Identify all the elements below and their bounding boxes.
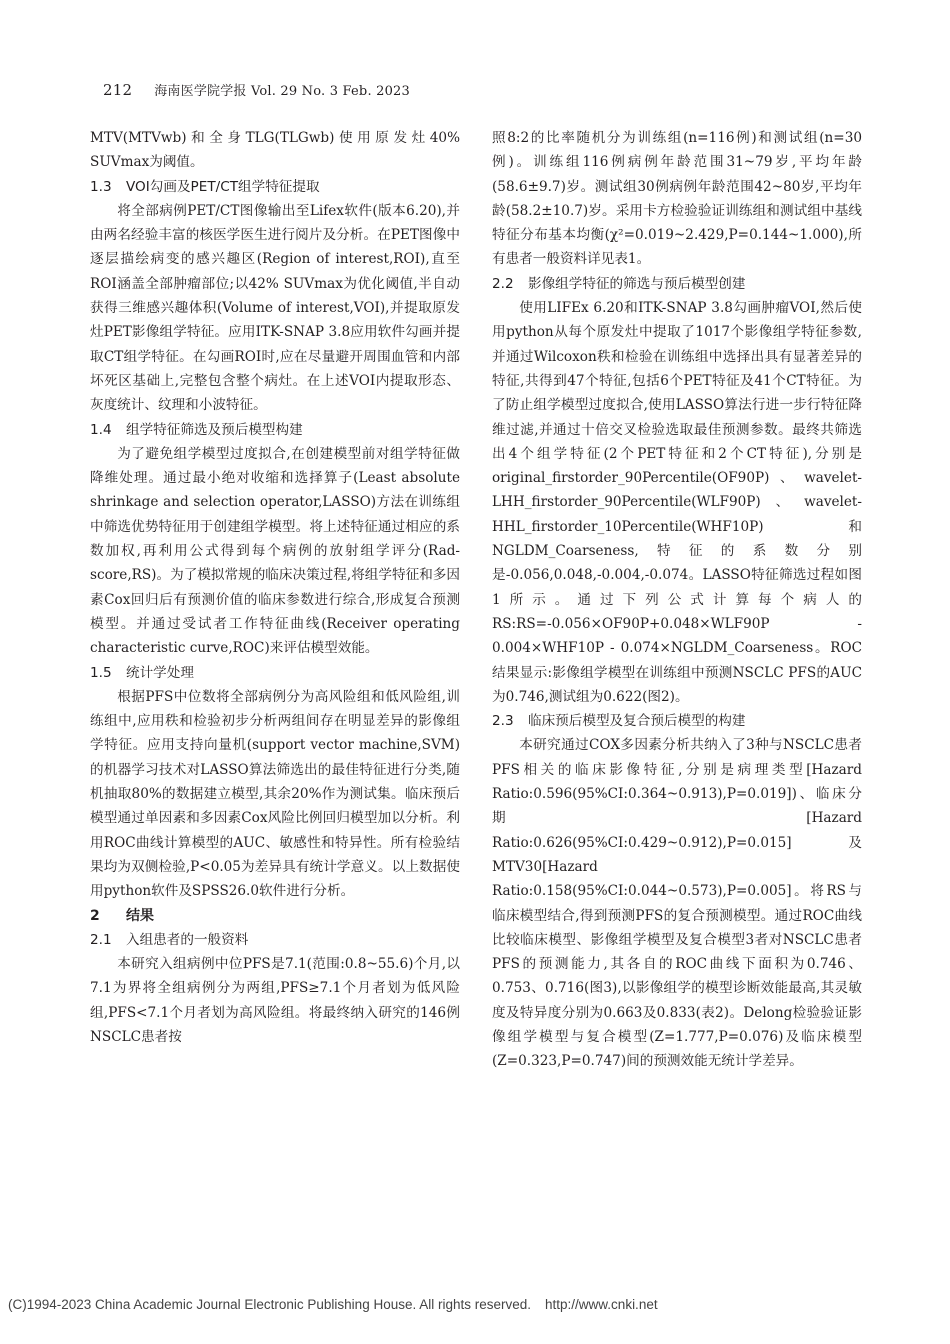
section-heading-2 xyxy=(90,904,460,928)
section-heading-2-1 xyxy=(90,928,460,952)
section-heading-1-3 xyxy=(90,175,460,199)
paragraph: 为了避免组学模型过度拟合,在创建模型前对组学特征做降维处理。通过最小绝对收缩和选择算子(Least absolute shrinkage and selection operator,LASSO)方法在训练组中筛选优势特征用于创建组学模型。将上述特征通过相应的系数加权,再利用公式得到每个病例的放射组学评分(Rad-score,RS)。为了模拟常规的临床决策过程,将组学特征和多因素Cox回归后有预测价值的临床参数进行综合,形成复合预测模型。并通过受试者工作特征曲线(Receiver operating characteristic curve,ROC)来评估模型效能。 xyxy=(90,445,460,657)
paragraph: 本研究入组病例中位PFS是7.1(范围:0.8~55.6)个月,以7.1为界将全组病例分为两组,PFS≥7.1个月者划为低风险组,PFS<7.1个月者划为高风险组。将最终纳入研究的146例NSCLC患者按 xyxy=(90,956,460,1045)
running-header xyxy=(103,80,410,99)
paragraph: 本研究通过COX多因素分析共纳入了3种与NSCLC患者PFS相关的临床影像特征,分别是病理类型[Hazard Ratio:0.596(95%CI:0.364~0.913),P=0.019])、临床分期[Hazard Ratio:0.626(95%CI:0.429~0.912),P=0.015]及MTV30[Hazard Ratio:0.158(95%CI:0.044~0.573),P=0.005]。将RS与临床模型结合,得到预测PFS的复合预测模型。通过ROC曲线比较临床模型、影像组学模型及复合模型3者对NSCLC患者PFS的预测能力,其各自的ROC曲线下面积为0.746、0.753、0.716(图3),以影像组学的模型诊断效能最高,其灵敏度及特异度分别为0.663及0.833(表2)。Delong检验验证影像组学模型与复合模型(Z=1.777,P=0.076)及临床模型(Z=0.323,P=0.747)间的预测效能无统计学差异。 xyxy=(492,737,862,1070)
section-heading-2-2 xyxy=(492,272,862,296)
section-title: 结果 xyxy=(126,907,154,924)
section-heading-1-5 xyxy=(90,661,460,685)
paragraph: 照8:2的比率随机分为训练组(n=116例)和测试组(n=30例)。训练组116例病例年龄范围31~79岁,平均年龄(58.6±9.7)岁。测试组30例病例年龄范围42~80岁,平均年龄(58.2±10.7)岁。采用卡方检验验证训练组和测试组中基线特征分布基本均衡(χ²=0.019~2.429,P=0.144~1.000),所有患者一般资料详见表1。 xyxy=(492,130,862,268)
section-title: 组学特征筛选及预后模型构建 xyxy=(126,421,303,438)
section-title: 入组患者的一般资料 xyxy=(126,931,249,948)
paragraph: MTV(MTVwb)和全身TLG(TLGwb)使用原发灶40% SUVmax为阈值。 xyxy=(90,130,460,171)
section-number: 2.2 xyxy=(492,275,514,292)
copyright-footer xyxy=(8,1297,658,1312)
section-title: 统计学处理 xyxy=(126,664,194,681)
paragraph: 使用LIFEx 6.20和ITK-SNAP 3.8勾画肿瘤VOI,然后使用python从每个原发灶中提取了1017个影像组学特征参数,并通过Wilcoxon秩和检验在训练组中选择出具有显著差异的特征,共得到47个特征,包括6个PET特征及41个CT特征。为了防止组学模型过度拟合,使用LASSO算法行进一步行特征降维过滤,并通过十倍交叉检验选取最佳预测参数。最终共筛选出4个组学特征(2个PET特征和2个CT特征),分别是original_firstorder_90Percentile(OF90P)、wavelet-LHH_firstorder_90Percentile(WLF90P)、wavelet-HHL_firstorder_10Percentile(WHF10P)和NGLDM_Coarseness,特征的系数分别是-0.056,0.048,-0.004,-0.074。LASSO特征筛选过程如图1所示。通过下列公式计算每个病人的RS:RS=-0.056×OF90P+0.048×WLF90P - 0.004×WHF10P - 0.074×NGLDM_Coarseness。ROC结果显示:影像组学模型在训练组中预测NSCLC PFS的AUC为0.746,测试组为0.622(图2)。 xyxy=(492,300,862,705)
section-number: 1.3 xyxy=(90,178,112,195)
section-heading-1-4 xyxy=(90,418,460,442)
section-number: 2 xyxy=(90,907,100,924)
journal-citation: 海南医学院学报 Vol. 29 No. 3 Feb. 2023 xyxy=(154,84,410,99)
section-number: 1.5 xyxy=(90,664,112,681)
paragraph: 将全部病例PET/CT图像输出至Lifex软件(版本6.20),并由两名经验丰富的核医学医生进行阅片及分析。在PET图像中逐层描绘病变的感兴趣区(Region of interest,ROI),直至ROI涵盖全部肿瘤部位;以42% SUVmax为优化阈值,半自动获得三维感兴趣体积(Volume of interest,VOI),并提取原发灶PET影像组学特征。应用ITK-SNAP 3.8应用软件勾画并提取CT组学特征。在勾画ROI时,应在尽量避开周围血管和内部坏死区基础上,完整包含整个病灶。在上述VOI内提取形态、灰度统计、纹理和小波特征。 xyxy=(90,202,460,414)
copyright-text: (C)1994-2023 China Academic Journal Electronic Publishing House. All rights reserved. xyxy=(8,1297,532,1312)
section-number: 2.3 xyxy=(492,713,514,730)
section-title: 临床预后模型及复合预后模型的构建 xyxy=(528,713,746,730)
left-column xyxy=(90,126,460,1049)
cnki-link[interactable]: http://www.cnki.net xyxy=(545,1297,658,1312)
page-number: 212 xyxy=(103,81,133,99)
section-number: 1.4 xyxy=(90,421,112,438)
section-title: 影像组学特征的筛选与预后模型创建 xyxy=(528,275,746,292)
section-number: 2.1 xyxy=(90,931,112,948)
section-title: VOI勾画及PET/CT组学特征提取 xyxy=(126,178,320,195)
paragraph: 根据PFS中位数将全部病例分为高风险组和低风险组,训练组中,应用秩和检验初步分析两组间存在明显差异的影像组学特征。应用支持向量机(support vector machine,SVM)的机器学习技术对LASSO算法筛选出的最佳特征进行分类,随机抽取80%的数据建立模型,其余20%作为测试集。临床预后模型通过单因素和多因素Cox风险比例回归模型加以分析。利用ROC曲线计算模型的AUC、敏感性和特异性。所有检验结果均为双侧检验,P<0.05为差异具有统计学意义。以上数据使用python软件及SPSS26.0软件进行分析。 xyxy=(90,688,460,900)
section-heading-2-3 xyxy=(492,709,862,733)
right-column xyxy=(492,126,862,1074)
